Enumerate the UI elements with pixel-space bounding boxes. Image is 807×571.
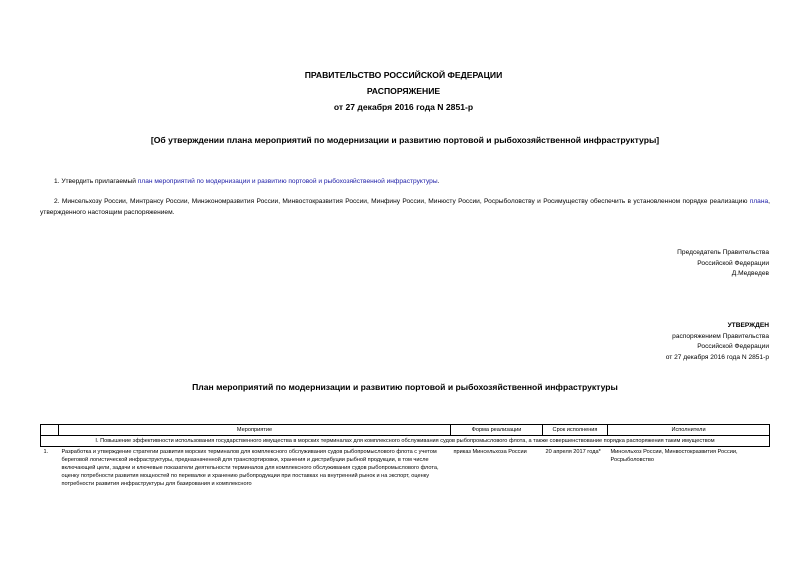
doc-type-heading: РАСПОРЯЖЕНИЕ bbox=[366, 86, 441, 96]
signature-line-2: Российской Федерации bbox=[697, 259, 769, 267]
row-deadline: 20 апреля 2017 года* bbox=[545, 449, 601, 455]
paragraph-1-suffix: . bbox=[437, 178, 440, 185]
doc-title: [Об утверждении плана мероприятий по модернизации и развитию портовой и рыбохозяйственной инфраструктуры] bbox=[150, 135, 660, 145]
plan-link[interactable]: план мероприятий по модернизации и развитию портовой и рыбохозяйственной инфраструктуры bbox=[137, 178, 438, 185]
table-row bbox=[41, 447, 770, 490]
signature-block bbox=[677, 248, 769, 280]
col-number-header bbox=[41, 425, 59, 436]
signature-line-1: Председатель Правительства bbox=[677, 249, 769, 256]
approved-date: от 27 декабря 2016 года N 2851-р bbox=[665, 353, 769, 361]
approved-block bbox=[666, 321, 769, 363]
paragraph-1-prefix: 1. Утвердить прилагаемый bbox=[54, 178, 138, 185]
approved-line-2: распоряжением Правительства bbox=[672, 332, 769, 340]
plan-table-header bbox=[41, 425, 770, 436]
col-executors-header: Исполнители bbox=[608, 425, 770, 436]
paragraph-2 bbox=[40, 196, 770, 218]
row-number: 1. bbox=[43, 449, 49, 455]
doc-date-heading: от 27 декабря 2016 года N 2851-р bbox=[333, 102, 474, 112]
row-executors: Минсельхоз России, Минвостокразвития России, Росрыболовство bbox=[610, 449, 738, 463]
col-deadline-header: Срок исполнения bbox=[543, 425, 608, 436]
paragraph-2-prefix: 2. Минсельхозу России, Минтрансу России, Минэкономразвития России, Минвостокразвития России, Минфину России, Минюсту России, Росрыболовству и Росимуществу обеспечить в установленном порядке реализацию bbox=[54, 198, 750, 205]
plan-title: План мероприятий по модернизации и развитию портовой и рыбохозяйственной инфраструктуры bbox=[192, 382, 618, 392]
approved-label: УТВЕРЖДЕН bbox=[727, 322, 769, 329]
col-form-header: Форма реализации bbox=[451, 425, 543, 436]
row-form: приказ Минсельхоза России bbox=[453, 449, 527, 455]
approved-line-3: Российской Федерации bbox=[697, 343, 769, 350]
org-heading: ПРАВИТЕЛЬСТВО РОССИЙСКОЙ ФЕДЕРАЦИИ bbox=[304, 70, 503, 80]
section-row bbox=[41, 436, 770, 447]
section-1-title: I. Повышение эффективности использования государственного имущества в морских терминалах для комплексного обслуживания судов рыбопромыслового флота, а также совершенствование порядка распоряжения таким имуществом bbox=[41, 436, 770, 447]
paragraph-2-suffix: , утвержденного настоящим распоряжением. bbox=[40, 198, 770, 216]
row-activity: Разработка и утверждение стратегии развития морских терминалов для комплексного обслуживания судов рыбопромыслового флота с учетом береговой логистической инфраструктуры, предназначенной для транспортировки, хранения и дистрибуции рыбной продукции, в том числе включающей цели, задачи и ключевые показатели деятельности терминалов для комплексного обслуживания судов рыбопромыслового флота, оценку потребности развития мощностей по перевалке и хранению рыбопродукции при поставках на внутренний рынок и на экспорт, оценку потребности развития инфраструктуры для базирования и комплексного bbox=[61, 449, 439, 487]
plan-short-link[interactable]: плана bbox=[749, 198, 769, 205]
paragraph-1 bbox=[40, 176, 770, 187]
signature-name: Д.Медведев bbox=[731, 270, 769, 277]
plan-table bbox=[40, 424, 770, 489]
col-activity-header: Мероприятие bbox=[59, 425, 451, 436]
